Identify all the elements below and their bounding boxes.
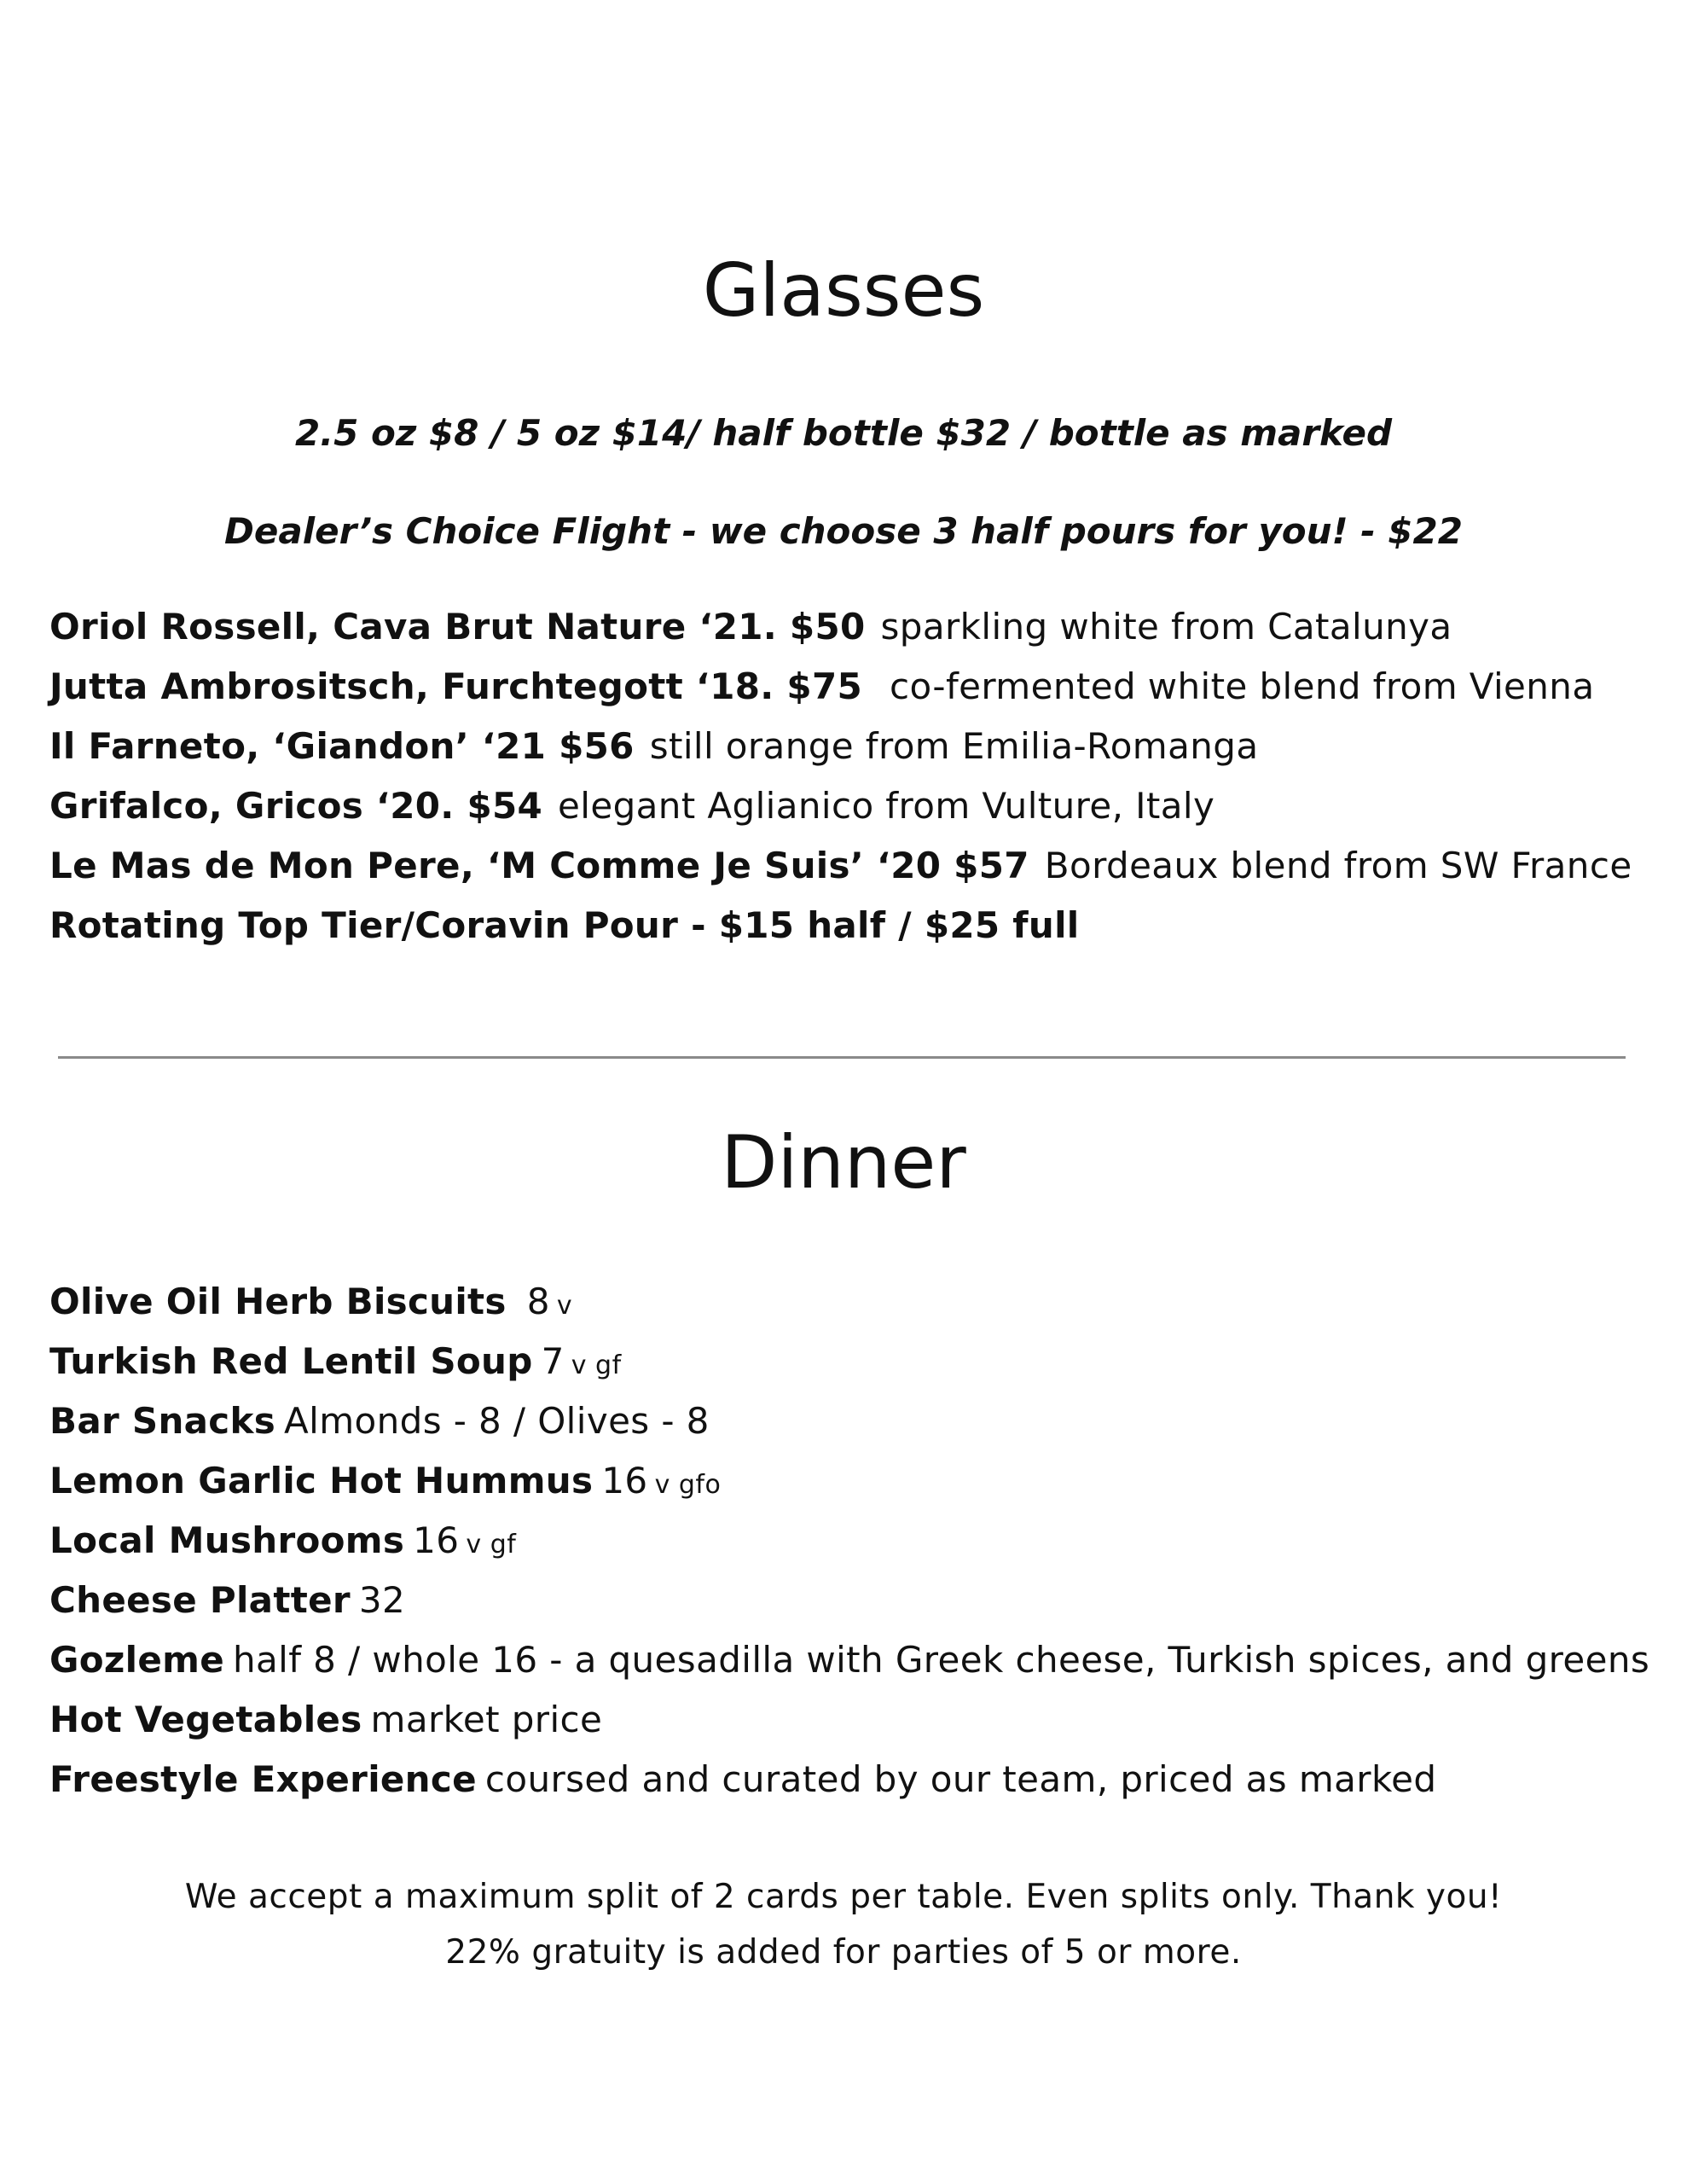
wine-name: Il Farneto, ‘Giandon’ ‘21 $56 [49, 725, 635, 767]
dish-name: Lemon Garlic Hot Hummus [49, 1460, 594, 1502]
wine-list [49, 603, 1653, 961]
flight-offer-line: Dealer’s Choice Flight - we choose 3 half pours for you! - $22 [224, 510, 1463, 552]
dietary-tags: v gf [571, 1350, 622, 1380]
dish-name: Olive Oil Herb Biscuits [49, 1281, 507, 1322]
dish-detail: coursed and curated by our team, priced as marked [484, 1758, 1437, 1800]
wine-item [49, 603, 1653, 663]
dish-name: Cheese Platter [49, 1579, 351, 1621]
dish-detail: 32 [358, 1579, 406, 1621]
dish-item [49, 1636, 1661, 1696]
dish-item [49, 1338, 1661, 1397]
wine-item [49, 782, 1653, 842]
dish-item [49, 1278, 1661, 1338]
gratuity-note: 22% gratuity is added for parties of 5 or more. [445, 1933, 1242, 1972]
dish-name: Local Mushrooms [49, 1519, 405, 1561]
wine-item [49, 663, 1653, 723]
dish-detail: 16 [601, 1460, 648, 1502]
dish-detail: market price [370, 1699, 603, 1740]
dish-detail: 16 [413, 1519, 460, 1561]
dish-item [49, 1397, 1661, 1457]
wine-description: sparkling white from Catalunya [880, 606, 1452, 648]
dish-item [49, 1756, 1661, 1815]
dietary-tags: v [556, 1291, 573, 1321]
wine-name: Grifalco, Gricos ‘20. $54 [49, 785, 543, 827]
glass-pricing-line: 2.5 oz $8 / 5 oz $14/ half bottle $32 / bottle as marked [294, 412, 1393, 454]
wine-description: elegant Aglianico from Vulture, Italy [558, 785, 1215, 827]
payment-policy-note: We accept a maximum split of 2 cards per table. Even splits only. Thank you! [184, 1878, 1503, 1916]
dinner-list [49, 1278, 1661, 1815]
dish-name: Gozleme [49, 1639, 225, 1681]
wine-item [49, 842, 1653, 902]
dish-name: Turkish Red Lentil Soup [49, 1340, 533, 1382]
wine-item [49, 723, 1653, 782]
section-divider [58, 1056, 1626, 1059]
dish-detail: 7 [541, 1340, 565, 1382]
dish-detail: 8 [526, 1281, 550, 1322]
glasses-section-title: Glasses [702, 248, 985, 334]
dish-item [49, 1577, 1661, 1636]
dietary-tags: v gf [466, 1530, 517, 1560]
dish-name: Hot Vegetables [49, 1699, 362, 1740]
dish-item [49, 1517, 1661, 1577]
wine-name: Oriol Rossell, Cava Brut Nature ‘21. $50 [49, 606, 866, 648]
wine-name: Jutta Ambrositsch, Furchtegott ‘18. $75 [49, 665, 863, 707]
wine-name: Rotating Top Tier/Coravin Pour - $15 half / $25 full [49, 904, 1080, 946]
dinner-section-title: Dinner [721, 1120, 966, 1205]
wine-description: Bordeaux blend from SW France [1044, 845, 1632, 886]
wine-name: Le Mas de Mon Pere, ‘M Comme Je Suis’ ‘20 $57 [49, 845, 1029, 886]
dish-item [49, 1696, 1661, 1756]
dish-detail: Almonds - 8 / Olives - 8 [284, 1400, 710, 1442]
dish-detail: half 8 / whole 16 - a quesadilla with Greek cheese, Turkish spices, and greens [233, 1639, 1650, 1681]
wine-item [49, 902, 1653, 961]
wine-description: co-fermented white blend from Vienna [890, 665, 1595, 707]
dish-name: Bar Snacks [49, 1400, 276, 1442]
dietary-tags: v gfo [654, 1470, 722, 1500]
dish-name: Freestyle Experience [49, 1758, 477, 1800]
wine-description: still orange from Emilia-Romanga [649, 725, 1259, 767]
dish-item [49, 1457, 1661, 1517]
